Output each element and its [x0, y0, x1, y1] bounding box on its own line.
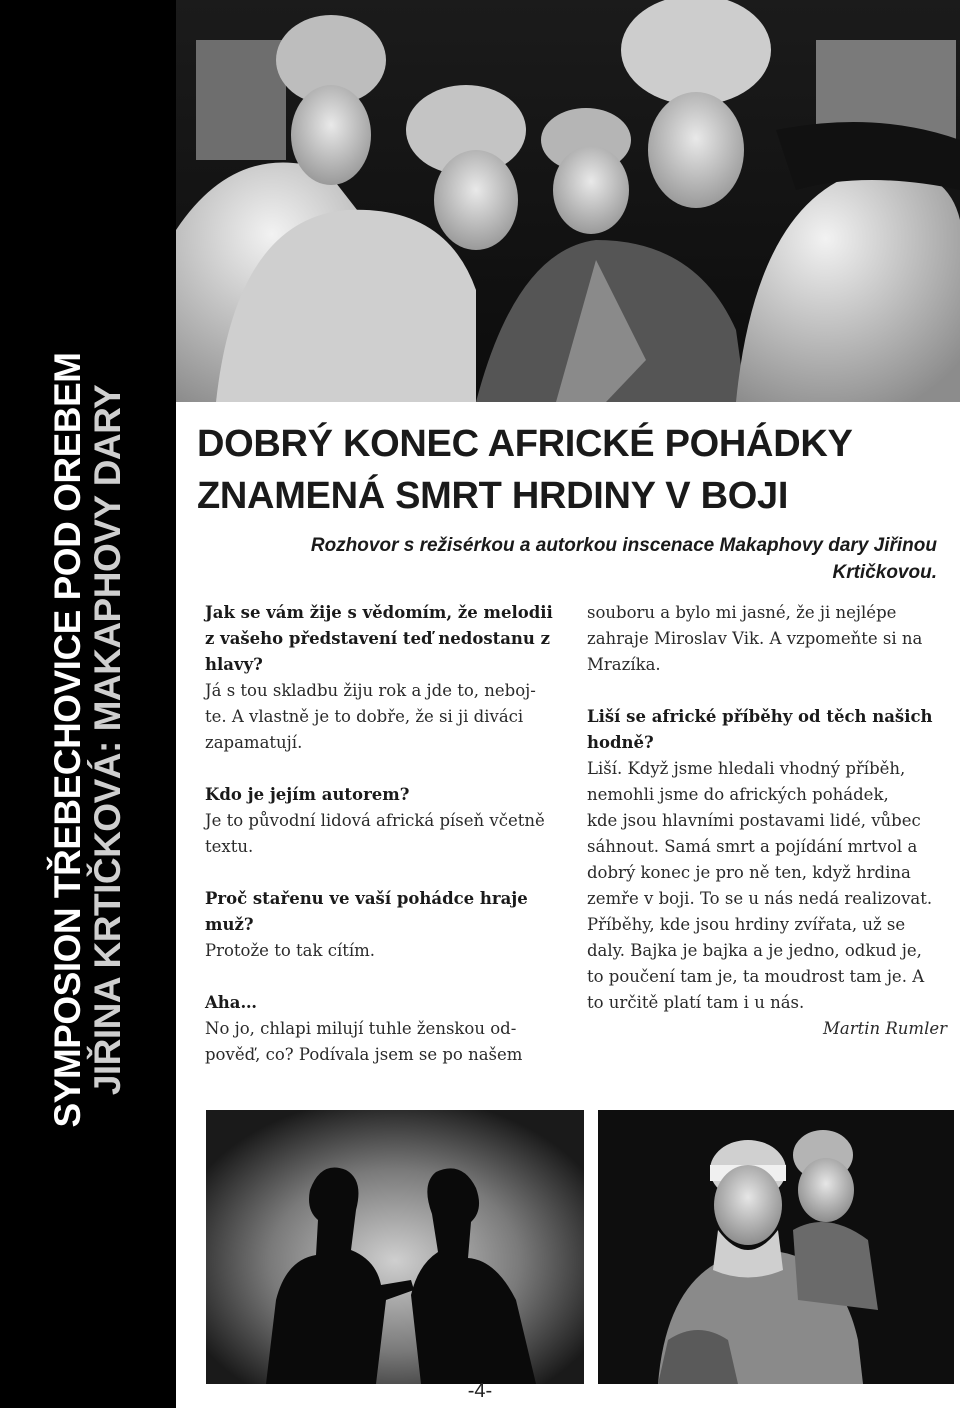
photo-performers-turbans: [176, 0, 960, 402]
answer-4-continued: [587, 600, 947, 678]
answer-5: [587, 756, 947, 1016]
sidebar-play-title: JIŘINA KRTIČKOVÁ: MAKAPHOVY DARY: [87, 384, 128, 1096]
sidebar-festival-title: SYMPOSION TŘEBECHOVICE POD OREBEM: [47, 352, 88, 1128]
text-line: daly. Bajka je bajka a je jedno, odkud je,: [587, 941, 922, 960]
question-5: [587, 704, 947, 756]
question-1: [205, 600, 565, 678]
article-subtitle-line1: Rozhovor s režisérkou a autorkou inscenace Makaphovy dary Jiřinou: [310, 535, 937, 556]
article-title-line2: ZNAMENÁ SMRT HRDINY V BOJI: [197, 475, 789, 517]
text-line: Je to původní lidová africká píseň včetně: [205, 811, 545, 830]
article-subtitle: [197, 532, 937, 586]
text-line: souboru a bylo mi jasné, že ji nejlépe: [587, 603, 897, 622]
sidebar-band: [0, 0, 176, 1408]
text-line: Protože to tak cítím.: [205, 941, 376, 960]
article-title-line1: DOBRÝ KONEC AFRICKÉ POHÁDKY: [197, 423, 853, 465]
text-line: Jak se vám žije s vědomím, že melodii: [205, 603, 553, 622]
text-line: zahraje Miroslav Vik. A vzpomeňte si na: [587, 629, 923, 648]
article-author: Martin Rumler: [822, 1019, 947, 1038]
question-2: [205, 782, 565, 808]
answer-3: [205, 938, 565, 964]
text-line: te. A vlastně je to dobře, že si ji diváci: [205, 707, 524, 726]
text-line: muž?: [205, 915, 254, 934]
text-line: zemře v boji. To se u nás nedá realizovat.: [587, 889, 933, 908]
photo-silhouettes-image: [206, 1110, 584, 1384]
text-line: pověď, co? Podívala jsem se po našem: [205, 1045, 523, 1064]
photo-performers-image: [176, 0, 960, 402]
text-line: hlavy?: [205, 655, 263, 674]
photo-blindfolded-image: [598, 1110, 954, 1384]
text-line: to určitě platí tam i u nás.: [587, 993, 805, 1012]
text-line: Aha…: [205, 993, 257, 1012]
page-number: -4-: [467, 1380, 493, 1402]
text-line: sáhnout. Samá smrt a pojídání mrtvol a: [587, 837, 918, 856]
text-line: No jo, chlapi milují tuhle ženskou od-: [205, 1019, 517, 1038]
text-line: dobrý konec je pro ně ten, když hrdina: [587, 863, 911, 882]
article-column-right: [587, 600, 947, 1042]
text-line: z vašeho představení teď nedostanu z: [205, 629, 551, 648]
photo-blindfolded-performer: [598, 1110, 954, 1384]
text-line: Kdo je jejím autorem?: [205, 785, 410, 804]
text-line: Já s tou skladbu žiju rok a jde to, neboj-: [205, 681, 536, 700]
text-line: zapamatují.: [205, 733, 303, 752]
sidebar-heading: [48, 290, 128, 1190]
text-line: hodně?: [587, 733, 654, 752]
article-subtitle-line2: Krtičkovou.: [832, 562, 937, 583]
text-line: Příběhy, kde jsou hrdiny zvířata, už se: [587, 915, 906, 934]
text-line: nemohli jsme do afrických pohádek,: [587, 785, 889, 804]
text-line: Liší se africké příběhy od těch našich: [587, 707, 933, 726]
answer-4: [205, 1016, 565, 1068]
question-4: [205, 990, 565, 1016]
text-line: to poučení tam je, ta moudrost tam je. A: [587, 967, 925, 986]
text-line: kde jsou hlavními postavami lidé, vůbec: [587, 811, 921, 830]
text-line: Proč stařenu ve vaší pohádce hraje: [205, 889, 528, 908]
text-line: textu.: [205, 837, 254, 856]
answer-2: [205, 808, 565, 860]
question-3: [205, 886, 565, 938]
answer-1: [205, 678, 565, 756]
article-column-left: [205, 600, 565, 1068]
text-line: Liší. Když jsme hledali vhodný příběh,: [587, 759, 906, 778]
photo-shadow-silhouettes: [206, 1110, 584, 1384]
article-title: [197, 418, 937, 522]
text-line: Mrazíka.: [587, 655, 661, 674]
